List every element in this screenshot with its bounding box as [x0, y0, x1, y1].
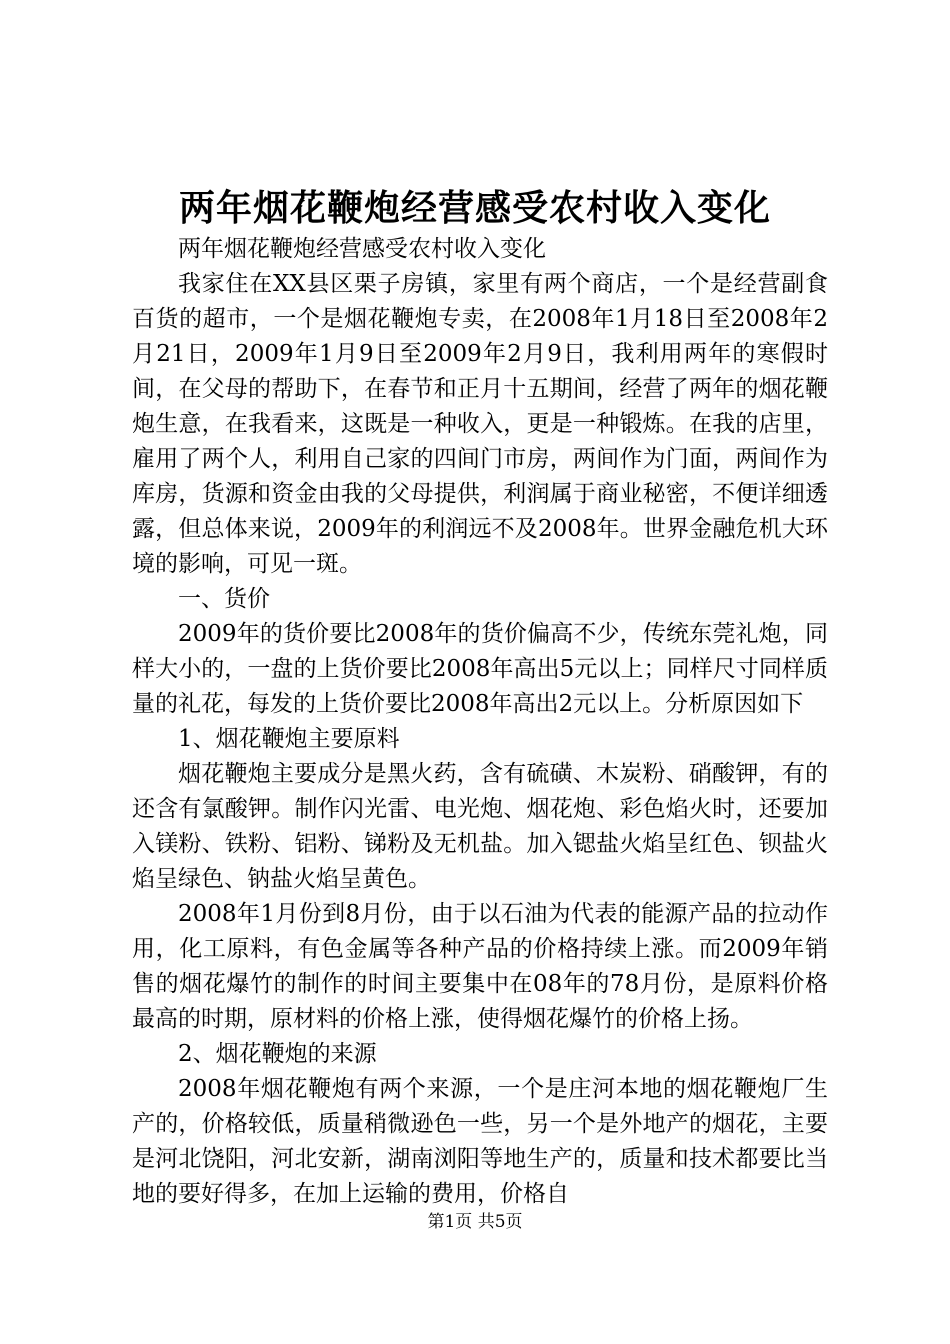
document-title: 两年烟花鞭炮经营感受农村收入变化 — [178, 187, 771, 229]
document-body — [132, 232, 828, 1212]
section-heading: 一、货价 — [178, 586, 270, 612]
subsection-heading: 2、烟花鞭炮的来源 — [178, 1041, 377, 1067]
paragraph: 2008年烟花鞭炮有两个来源，一个是庄河本地的烟花鞭炮厂生产的，价格较低，质量稍微逊色一些，另一个是外地产的烟花，主要是河北饶阳，河北安新，湖南浏阳等地生产的，质量和技术都要比当地的要好得多，在加上运输的费用，价格自 — [132, 1076, 828, 1207]
page-number-footer: 第1页 共5页 — [427, 1212, 523, 1232]
paragraph: 我家住在XX县区栗子房镇，家里有两个商店，一个是经营副食百货的超市，一个是烟花鞭炮专卖，在2008年1月18日至2008年2月21日，2009年1月9日至2009年2月9日，我利用两年的寒假时间，在父母的帮助下，在春节和正月十五期间，经营了两年的烟花鞭炮生意，在我看来，这既是一种收入，更是一种锻炼。在我的店里，雇用了两个人，利用自己家的四间门市房，两间作为门面，两间作为库房，货源和资金由我的父母提供，利润属于商业秘密，不便详细透露，但总体来说，2009年的利润远不及2008年。世界金融危机大环境的影响，可见一斑。 — [132, 271, 828, 577]
paragraph: 两年烟花鞭炮经营感受农村收入变化 — [178, 236, 546, 262]
paragraph: 2009年的货价要比2008年的货价偏高不少，传统东莞礼炮，同样大小的，一盘的上货价要比2008年高出5元以上；同样尺寸同样质量的礼花，每发的上货价要比2008年高出2元以上。分析原因如下 — [132, 621, 828, 717]
subsection-heading: 1、烟花鞭炮主要原料 — [178, 726, 400, 752]
paragraph: 烟花鞭炮主要成分是黑火药，含有硫磺、木炭粉、硝酸钾，有的还含有氯酸钾。制作闪光雷、电光炮、烟花炮、彩色焰火时，还要加入镁粉、铁粉、铝粉、锑粉及无机盐。加入锶盐火焰呈红色、钡盐火焰呈绿色、钠盐火焰呈黄色。 — [132, 761, 828, 892]
paragraph: 2008年1月份到8月份，由于以石油为代表的能源产品的拉动作用，化工原料，有色金属等各种产品的价格持续上涨。而2009年销售的烟花爆竹的制作的时间主要集中在08年的78月份，是原料价格最高的时期，原材料的价格上涨，使得烟花爆竹的价格上扬。 — [132, 901, 828, 1032]
